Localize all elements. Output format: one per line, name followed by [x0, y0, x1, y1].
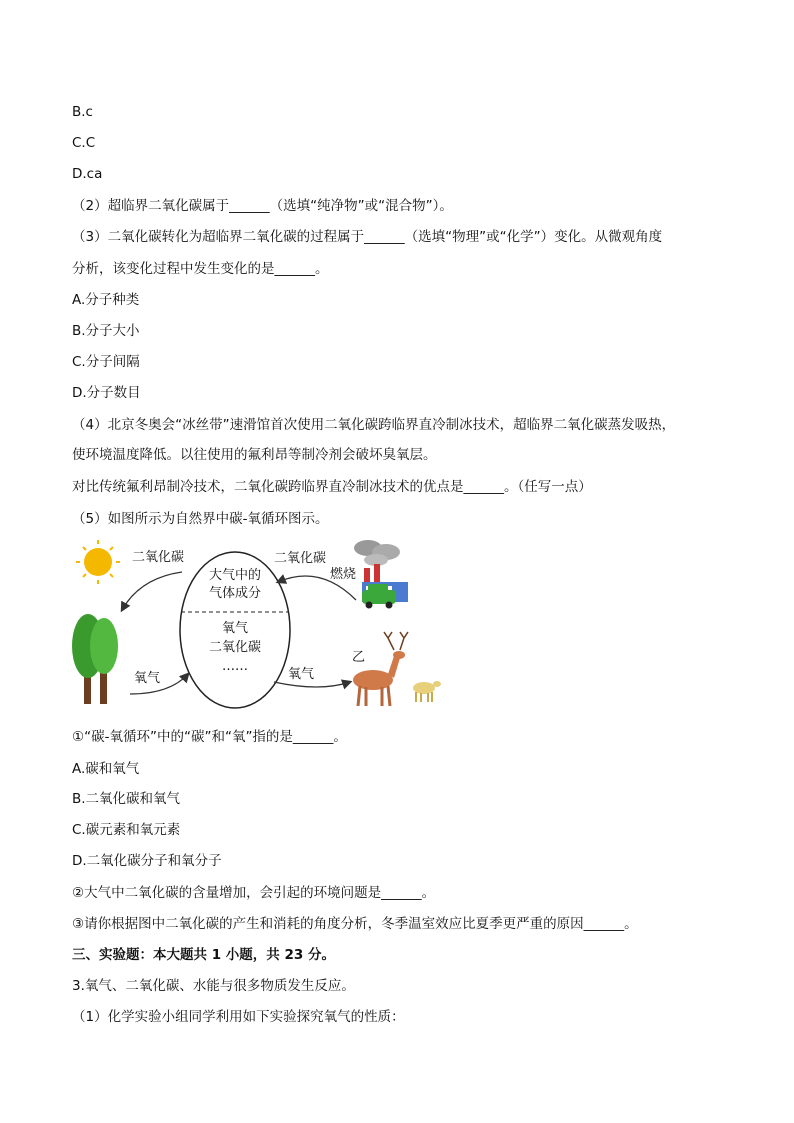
- tree-icon: [72, 614, 118, 704]
- label-co2-left: 二氧化碳: [132, 550, 185, 565]
- arrow-oval-to-deer: [274, 682, 350, 687]
- line-10: （4）北京冬奥会“冰丝带”速滑馆首次使用二氧化碳跨临界直冷制冰技术，超临界二氧化碳蒸发吸热，: [72, 417, 676, 433]
- line-2: D.ca: [72, 166, 103, 182]
- line-17: C.碳元素和氧元素: [72, 822, 181, 838]
- line-23: （1）化学实验小组同学利用如下实验探究氧气的性质：: [72, 1009, 405, 1025]
- calf-icon: [413, 681, 441, 702]
- line-16: B.二氧化碳和氧气: [72, 791, 181, 807]
- sun-icon: [76, 540, 120, 584]
- line-3: （2）超临界二氧化碳属于______（选填“纯净物”或“混合物”）。: [72, 198, 453, 214]
- line-8: C.分子间隔: [72, 354, 140, 370]
- label-burn: 燃烧: [330, 567, 357, 582]
- line-0: B.c: [72, 104, 93, 120]
- label-atmosphere-2: 气体成分: [208, 586, 262, 601]
- label-yi: 乙: [352, 650, 366, 665]
- section-heading: 三、实验题：本大题共 1 小题，共 23 分。: [72, 947, 335, 963]
- line-5: 分析，该变化过程中发生变化的是______。: [72, 261, 329, 277]
- line-19: ②大气中二氧化碳的含量增加，会引起的环境问题是______。: [72, 885, 436, 901]
- deer-icon: [353, 632, 408, 706]
- label-atmosphere-1: 大气中的: [208, 568, 262, 583]
- arrow-to-tree: [122, 572, 182, 610]
- line-1: C.C: [72, 135, 96, 151]
- label-oxygen-left: 氧气: [134, 671, 161, 686]
- line-4: （3）二氧化碳转化为超临界二氧化碳的过程属于______（选填“物理”或“化学”）变化。从微观角度: [72, 229, 663, 245]
- label-oxygen-right: 氧气: [288, 667, 315, 682]
- label-co2-right: 二氧化碳: [274, 551, 327, 566]
- line-15: A.碳和氧气: [72, 761, 140, 777]
- line-14: ①“碳-氧循环”中的“碳”和“氧”指的是______。: [72, 729, 347, 745]
- line-13: （5）如图所示为自然界中碳-氧循环图示。: [72, 511, 329, 527]
- line-12: 对比传统氟利昂制冷技术，二氧化碳跨临界直冷制冰技术的优点是______。（任写一点）: [72, 479, 592, 495]
- line-11: 使环境温度降低。以往使用的氟利昂等制冷剂会破坏臭氧层。: [72, 447, 437, 463]
- carbon-oxygen-cycle-diagram: [70, 534, 450, 714]
- line-9: D.分子数目: [72, 385, 141, 401]
- line-6: A.分子种类: [72, 292, 140, 308]
- line-18: D.二氧化碳分子和氧分子: [72, 853, 222, 869]
- label-oxygen-inner: 氧气: [221, 621, 249, 636]
- label-co2-inner: 二氧化碳: [208, 640, 262, 655]
- line-22: 3.氧气、二氧化碳、水能与很多物质发生反应。: [72, 978, 355, 994]
- line-7: B.分子大小: [72, 323, 140, 339]
- line-20: ③请你根据图中二氧化碳的产生和消耗的角度分析，冬季温室效应比夏季更严重的原因______。: [72, 916, 638, 932]
- label-dots: ……: [222, 659, 248, 674]
